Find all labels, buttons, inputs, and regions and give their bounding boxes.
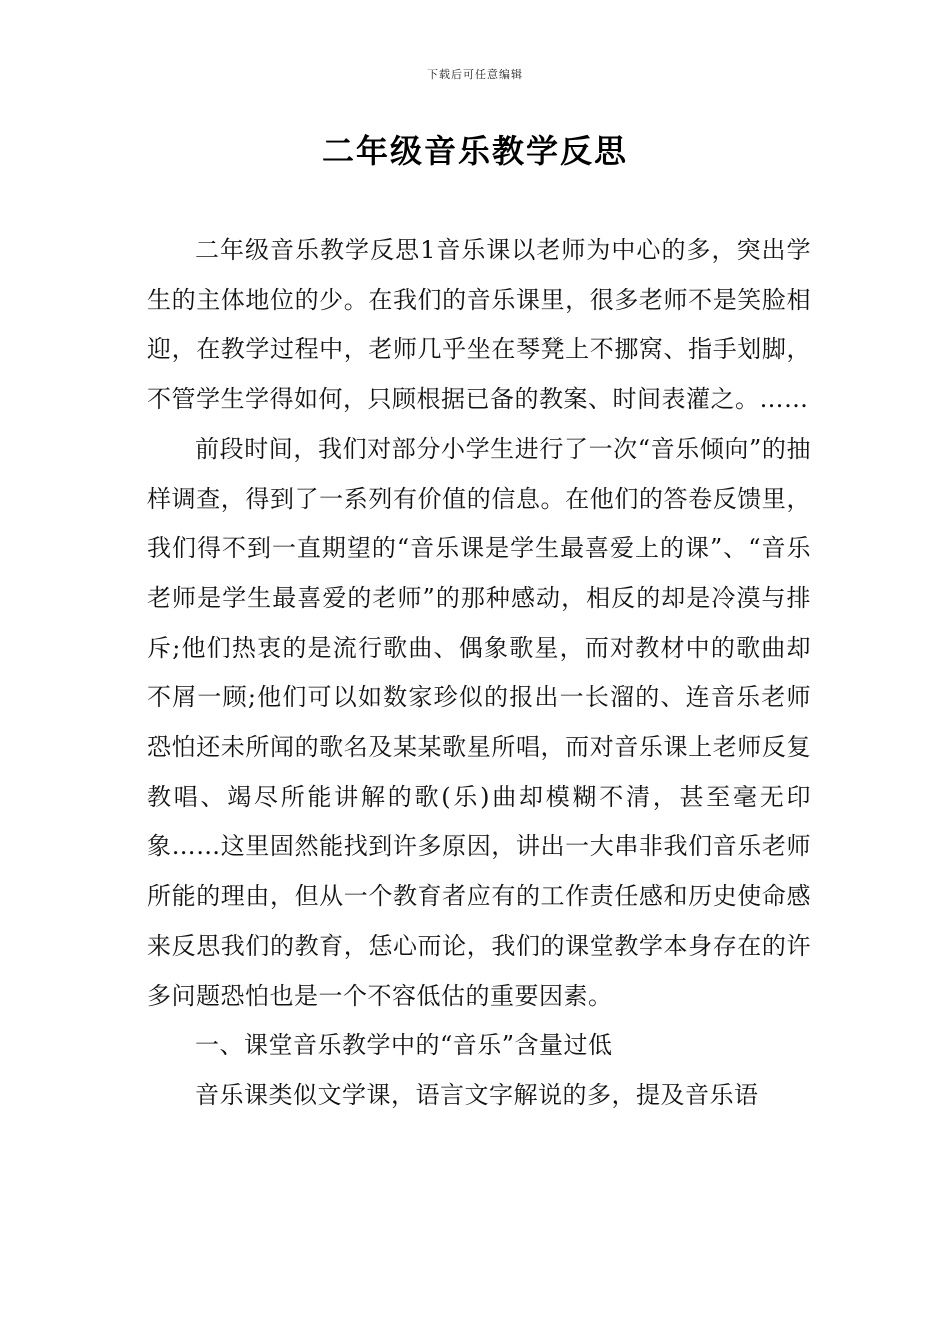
document-title: 二年级音乐教学反思 (321, 132, 628, 170)
paragraph-3: 音乐课类似文学课，语言文字解说的多，提及音乐语 (195, 1080, 759, 1109)
header-note: 下载后可任意编辑 (427, 68, 523, 81)
document-body (147, 226, 811, 1121)
section-heading-1: 一、课堂音乐教学中的“音乐”含量过低 (195, 1031, 613, 1060)
paragraph-1: 二年级音乐教学反思1音乐课以老师为中心的多，突出学生的主体地位的少。在我们的音乐课里，很多老师不是笑脸相迎，在教学过程中，老师几乎坐在琴凳上不挪窝、指手划脚，不管学生学得如何，只顾根据已备的教案、时间表灌之。…… (147, 236, 811, 414)
paragraph-2: 前段时间，我们对部分小学生进行了一次“音乐倾向”的抽样调查，得到了一系列有价值的信息。在他们的答卷反馈里，我们得不到一直期望的“音乐课是学生最喜爱上的课”、“音乐老师是学生最喜爱的老师”的那种感动，相反的却是冷漠与排斥;他们热衷的是流行歌曲、偶象歌星，而对教材中的歌曲却不屑一顾;他们可以如数家珍似的报出一长溜的、连音乐老师恐怕还未所闻的歌名及某某歌星所唱，而对音乐课上老师反复教唱、竭尽所能讲解的歌(乐)曲却模糊不清，甚至毫无印象……这里固然能找到许多原因，讲出一大串非我们音乐老师所能的理由，但从一个教育者应有的工作责任感和历史使命感来反思我们的教育，恁心而论，我们的课堂教学本身存在的许多问题恐怕也是一个不容低估的重要因素。 (147, 434, 811, 1010)
